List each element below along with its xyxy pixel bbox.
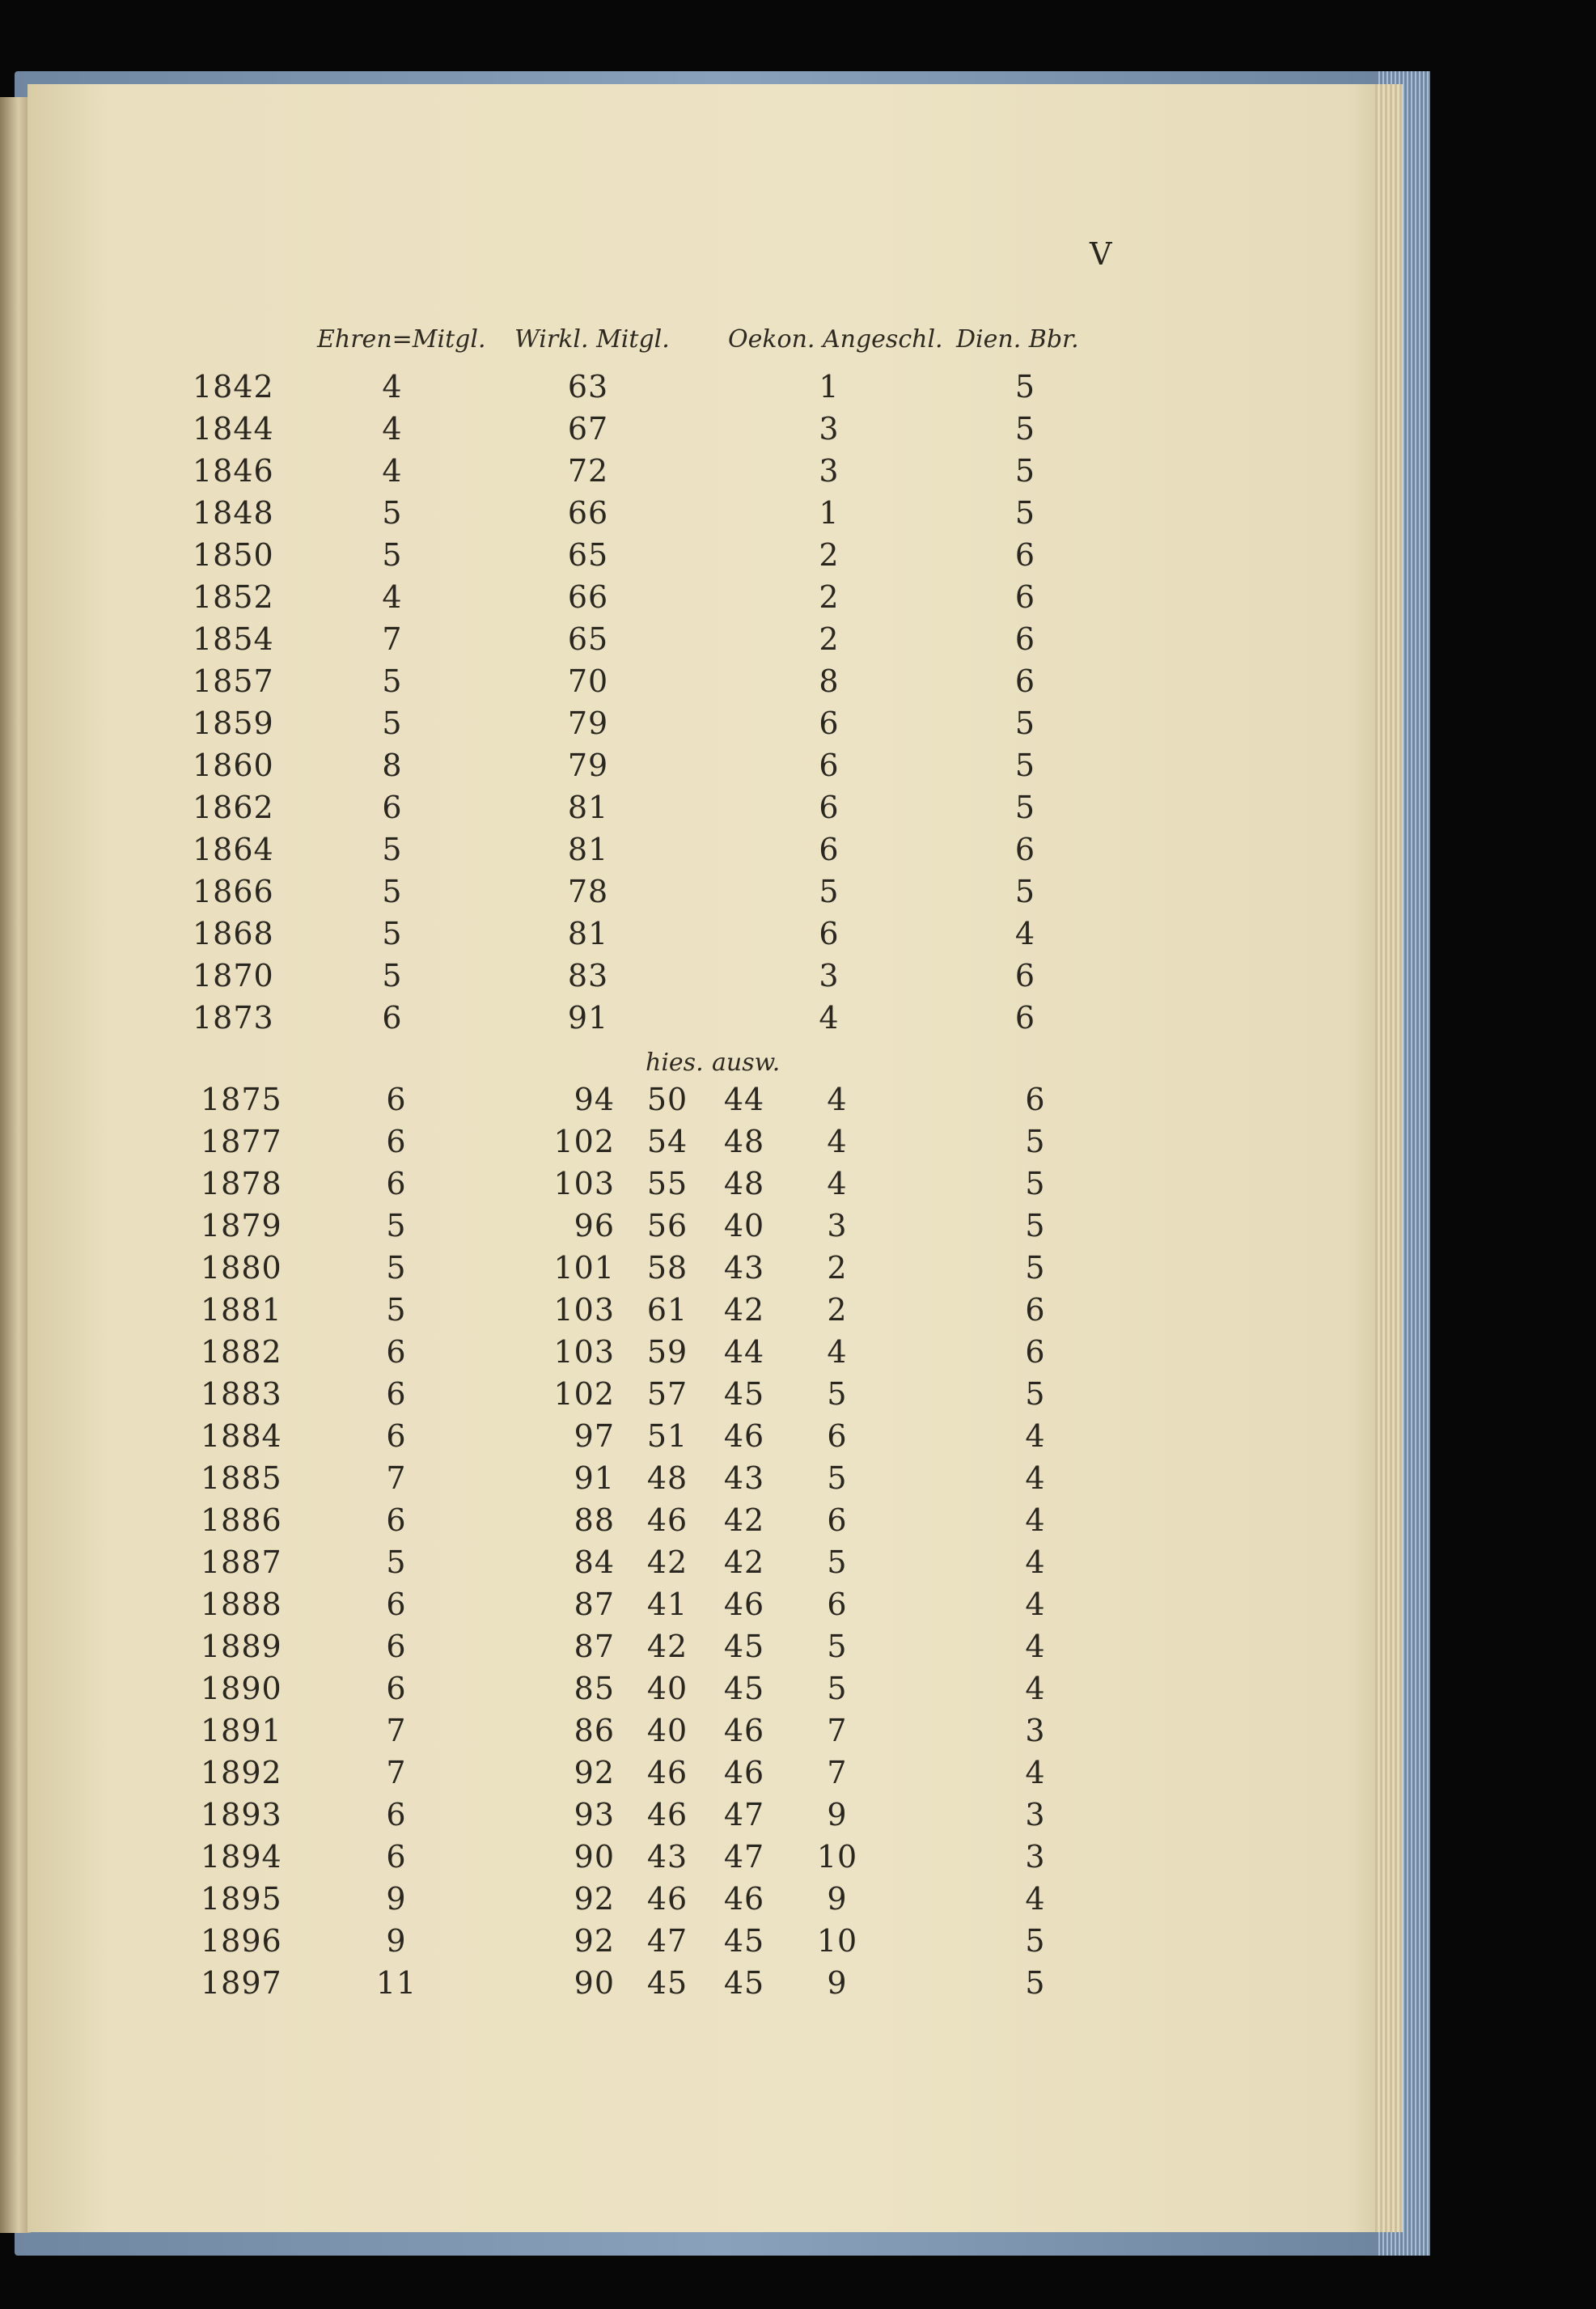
oekon-angeschl-cell: 6 [819, 916, 840, 951]
hies-cell: 50 [646, 1082, 688, 1117]
ehren-mitgl-cell: 7 [386, 1460, 407, 1496]
dien-bbr-cell: 5 [1025, 1923, 1046, 1959]
dien-bbr-cell: 5 [1014, 748, 1036, 783]
dien-bbr-cell: 5 [1025, 1208, 1046, 1243]
ehren-mitgl-cell: 5 [382, 916, 403, 951]
header-dien-bbr: Dien. Bbr. [956, 325, 1079, 354]
subheader-hies: hies. [646, 1049, 704, 1077]
ausw-cell: 45 [723, 1629, 765, 1664]
oekon-angeschl-cell: 2 [819, 621, 840, 657]
ehren-mitgl-cell: 6 [386, 1671, 407, 1706]
ehren-mitgl-cell: 7 [386, 1713, 407, 1748]
oekon-angeschl-cell: 6 [819, 790, 840, 825]
oekon-angeschl-cell: 6 [819, 832, 840, 867]
dien-bbr-cell: 5 [1025, 1965, 1046, 2001]
year-cell: 1894 [201, 1839, 282, 1875]
dien-bbr-cell: 6 [1025, 1082, 1046, 1117]
wirkl-mitgl-cell: 103 [553, 1166, 615, 1201]
wirkl-mitgl-cell: 65 [567, 537, 609, 573]
year-cell: 1887 [201, 1544, 282, 1580]
hies-cell: 55 [646, 1166, 688, 1201]
oekon-angeschl-cell: 6 [827, 1587, 848, 1622]
wirkl-mitgl-cell: 103 [553, 1292, 615, 1328]
hies-cell: 61 [646, 1292, 688, 1328]
oekon-angeschl-cell: 1 [819, 495, 840, 531]
year-cell: 1868 [193, 916, 274, 951]
hies-cell: 46 [646, 1755, 688, 1790]
ausw-cell: 45 [723, 1376, 765, 1412]
oekon-angeschl-cell: 4 [827, 1166, 848, 1201]
wirkl-mitgl-cell: 86 [574, 1713, 615, 1748]
wirkl-mitgl-cell: 88 [574, 1502, 615, 1538]
header-wirkl-mitgl: Wirkl. Mitgl. [514, 325, 670, 354]
oekon-angeschl-cell: 2 [819, 537, 840, 573]
ausw-cell: 46 [723, 1881, 765, 1917]
wirkl-mitgl-cell: 102 [553, 1124, 615, 1159]
wirkl-mitgl-cell: 87 [574, 1629, 615, 1664]
oekon-angeschl-cell: 3 [819, 411, 840, 447]
oekon-angeschl-cell: 6 [819, 748, 840, 783]
ehren-mitgl-cell: 5 [382, 874, 403, 909]
dien-bbr-cell: 4 [1025, 1544, 1046, 1580]
year-cell: 1870 [193, 958, 274, 994]
year-cell: 1844 [193, 411, 274, 447]
year-cell: 1882 [201, 1334, 282, 1370]
oekon-angeschl-cell: 4 [827, 1334, 848, 1370]
oekon-angeschl-cell: 6 [827, 1418, 848, 1454]
year-cell: 1862 [193, 790, 274, 825]
wirkl-mitgl-cell: 67 [567, 411, 609, 447]
year-cell: 1850 [193, 537, 274, 573]
wirkl-mitgl-cell: 63 [567, 369, 609, 405]
ehren-mitgl-cell: 5 [382, 495, 403, 531]
ehren-mitgl-cell: 6 [386, 1124, 407, 1159]
ehren-mitgl-cell: 6 [386, 1839, 407, 1875]
wirkl-mitgl-cell: 94 [574, 1082, 615, 1117]
year-cell: 1880 [201, 1250, 282, 1286]
ehren-mitgl-cell: 6 [386, 1587, 407, 1622]
year-cell: 1884 [201, 1418, 282, 1454]
ehren-mitgl-cell: 4 [382, 579, 403, 615]
ehren-mitgl-cell: 7 [382, 621, 403, 657]
ehren-mitgl-cell: 6 [386, 1166, 407, 1201]
wirkl-mitgl-cell: 87 [574, 1587, 615, 1622]
ehren-mitgl-cell: 4 [382, 411, 403, 447]
ehren-mitgl-cell: 6 [382, 790, 403, 825]
year-cell: 1857 [193, 663, 274, 699]
ehren-mitgl-cell: 9 [386, 1881, 407, 1917]
ehren-mitgl-cell: 5 [386, 1292, 407, 1328]
wirkl-mitgl-cell: 103 [553, 1334, 615, 1370]
ehren-mitgl-cell: 4 [382, 453, 403, 489]
page-number: V [1090, 236, 1112, 272]
ausw-cell: 42 [723, 1544, 765, 1580]
dien-bbr-cell: 6 [1014, 621, 1036, 657]
ehren-mitgl-cell: 6 [386, 1629, 407, 1664]
ehren-mitgl-cell: 9 [386, 1923, 407, 1959]
oekon-angeschl-cell: 4 [827, 1082, 848, 1117]
ausw-cell: 48 [723, 1166, 765, 1201]
ausw-cell: 43 [723, 1250, 765, 1286]
oekon-angeschl-cell: 9 [827, 1881, 848, 1917]
dien-bbr-cell: 5 [1025, 1166, 1046, 1201]
dien-bbr-cell: 4 [1025, 1755, 1046, 1790]
year-cell: 1890 [201, 1671, 282, 1706]
dien-bbr-cell: 6 [1014, 663, 1036, 699]
ehren-mitgl-cell: 6 [386, 1797, 407, 1832]
ausw-cell: 47 [723, 1797, 765, 1832]
dien-bbr-cell: 6 [1014, 579, 1036, 615]
wirkl-mitgl-cell: 92 [574, 1881, 615, 1917]
year-cell: 1842 [193, 369, 274, 405]
wirkl-mitgl-cell: 83 [567, 958, 609, 994]
wirkl-mitgl-cell: 79 [567, 705, 609, 741]
wirkl-mitgl-cell: 81 [567, 916, 609, 951]
year-cell: 1875 [201, 1082, 282, 1117]
oekon-angeschl-cell: 5 [827, 1460, 848, 1496]
year-cell: 1852 [193, 579, 274, 615]
oekon-angeschl-cell: 5 [827, 1629, 848, 1664]
ehren-mitgl-cell: 6 [386, 1082, 407, 1117]
wirkl-mitgl-cell: 92 [574, 1923, 615, 1959]
dien-bbr-cell: 5 [1025, 1124, 1046, 1159]
ausw-cell: 46 [723, 1418, 765, 1454]
oekon-angeschl-cell: 9 [827, 1965, 848, 2001]
hies-cell: 43 [646, 1839, 688, 1875]
ehren-mitgl-cell: 4 [382, 369, 403, 405]
oekon-angeschl-cell: 3 [827, 1208, 848, 1243]
ehren-mitgl-cell: 7 [386, 1755, 407, 1790]
dien-bbr-cell: 5 [1014, 453, 1036, 489]
ausw-cell: 45 [723, 1965, 765, 2001]
wirkl-mitgl-cell: 72 [567, 453, 609, 489]
year-cell: 1873 [193, 1000, 274, 1036]
ausw-cell: 46 [723, 1713, 765, 1748]
wirkl-mitgl-cell: 96 [574, 1208, 615, 1243]
ehren-mitgl-cell: 5 [382, 537, 403, 573]
ehren-mitgl-cell: 5 [386, 1250, 407, 1286]
ausw-cell: 42 [723, 1292, 765, 1328]
wirkl-mitgl-cell: 81 [567, 832, 609, 867]
wirkl-mitgl-cell: 66 [567, 579, 609, 615]
dien-bbr-cell: 4 [1014, 916, 1036, 951]
dien-bbr-cell: 3 [1025, 1797, 1046, 1832]
wirkl-mitgl-cell: 70 [567, 663, 609, 699]
hies-cell: 46 [646, 1502, 688, 1538]
year-cell: 1848 [193, 495, 274, 531]
wirkl-mitgl-cell: 91 [567, 1000, 609, 1036]
hies-cell: 45 [646, 1965, 688, 2001]
year-cell: 1885 [201, 1460, 282, 1496]
wirkl-mitgl-cell: 101 [553, 1250, 615, 1286]
dien-bbr-cell: 4 [1025, 1502, 1046, 1538]
wirkl-mitgl-cell: 97 [574, 1418, 615, 1454]
wirkl-mitgl-cell: 66 [567, 495, 609, 531]
ausw-cell: 46 [723, 1755, 765, 1790]
dien-bbr-cell: 6 [1014, 1000, 1036, 1036]
year-cell: 1888 [201, 1587, 282, 1622]
year-cell: 1864 [193, 832, 274, 867]
wirkl-mitgl-cell: 84 [574, 1544, 615, 1580]
header-ehren-mitgl: Ehren=Mitgl. [317, 325, 486, 354]
wirkl-mitgl-cell: 78 [567, 874, 609, 909]
hies-cell: 57 [646, 1376, 688, 1412]
year-cell: 1896 [201, 1923, 282, 1959]
oekon-angeschl-cell: 5 [827, 1376, 848, 1412]
dien-bbr-cell: 5 [1014, 369, 1036, 405]
oekon-angeschl-cell: 4 [827, 1124, 848, 1159]
oekon-angeschl-cell: 7 [827, 1713, 848, 1748]
year-cell: 1866 [193, 874, 274, 909]
hies-cell: 46 [646, 1881, 688, 1917]
hies-cell: 42 [646, 1544, 688, 1580]
oekon-angeschl-cell: 4 [819, 1000, 840, 1036]
hies-cell: 41 [646, 1587, 688, 1622]
page-fore-edge [1375, 84, 1403, 2232]
ausw-cell: 45 [723, 1923, 765, 1959]
left-page-edge [0, 97, 31, 2233]
hies-cell: 40 [646, 1671, 688, 1706]
year-cell: 1881 [201, 1292, 282, 1328]
wirkl-mitgl-cell: 91 [574, 1460, 615, 1496]
ehren-mitgl-cell: 6 [386, 1334, 407, 1370]
dien-bbr-cell: 4 [1025, 1881, 1046, 1917]
oekon-angeschl-cell: 7 [827, 1755, 848, 1790]
oekon-angeschl-cell: 6 [819, 705, 840, 741]
oekon-angeschl-cell: 10 [816, 1923, 858, 1959]
dien-bbr-cell: 5 [1025, 1250, 1046, 1286]
wirkl-mitgl-cell: 85 [574, 1671, 615, 1706]
hies-cell: 40 [646, 1713, 688, 1748]
wirkl-mitgl-cell: 92 [574, 1755, 615, 1790]
year-cell: 1886 [201, 1502, 282, 1538]
wirkl-mitgl-cell: 90 [574, 1965, 615, 2001]
header-oekon-angeschl: Oekon. Angeschl. [728, 325, 943, 354]
year-cell: 1897 [201, 1965, 282, 2001]
hies-cell: 59 [646, 1334, 688, 1370]
ausw-cell: 44 [723, 1334, 765, 1370]
wirkl-mitgl-cell: 93 [574, 1797, 615, 1832]
ausw-cell: 48 [723, 1124, 765, 1159]
dien-bbr-cell: 6 [1014, 537, 1036, 573]
dien-bbr-cell: 3 [1025, 1713, 1046, 1748]
dien-bbr-cell: 6 [1014, 832, 1036, 867]
dien-bbr-cell: 5 [1014, 705, 1036, 741]
year-cell: 1889 [201, 1629, 282, 1664]
dien-bbr-cell: 4 [1025, 1629, 1046, 1664]
year-cell: 1891 [201, 1713, 282, 1748]
ausw-cell: 42 [723, 1502, 765, 1538]
ehren-mitgl-cell: 5 [382, 958, 403, 994]
wirkl-mitgl-cell: 90 [574, 1839, 615, 1875]
ehren-mitgl-cell: 8 [382, 748, 403, 783]
ehren-mitgl-cell: 5 [382, 705, 403, 741]
wirkl-mitgl-cell: 102 [553, 1376, 615, 1412]
dien-bbr-cell: 5 [1014, 495, 1036, 531]
year-cell: 1879 [201, 1208, 282, 1243]
oekon-angeschl-cell: 5 [827, 1671, 848, 1706]
oekon-angeschl-cell: 3 [819, 958, 840, 994]
ehren-mitgl-cell: 5 [382, 663, 403, 699]
ausw-cell: 44 [723, 1082, 765, 1117]
ausw-cell: 47 [723, 1839, 765, 1875]
ehren-mitgl-cell: 6 [382, 1000, 403, 1036]
year-cell: 1860 [193, 748, 274, 783]
year-cell: 1859 [193, 705, 274, 741]
ehren-mitgl-cell: 6 [386, 1376, 407, 1412]
oekon-angeschl-cell: 10 [816, 1839, 858, 1875]
hies-cell: 46 [646, 1797, 688, 1832]
year-cell: 1893 [201, 1797, 282, 1832]
ehren-mitgl-cell: 6 [386, 1418, 407, 1454]
oekon-angeschl-cell: 3 [819, 453, 840, 489]
dien-bbr-cell: 4 [1025, 1418, 1046, 1454]
dien-bbr-cell: 4 [1025, 1460, 1046, 1496]
ausw-cell: 46 [723, 1587, 765, 1622]
year-cell: 1883 [201, 1376, 282, 1412]
hies-cell: 51 [646, 1418, 688, 1454]
ehren-mitgl-cell: 11 [375, 1965, 417, 2001]
oekon-angeschl-cell: 8 [819, 663, 840, 699]
year-cell: 1877 [201, 1124, 282, 1159]
wirkl-mitgl-cell: 65 [567, 621, 609, 657]
oekon-angeschl-cell: 9 [827, 1797, 848, 1832]
dien-bbr-cell: 6 [1025, 1292, 1046, 1328]
wirkl-mitgl-cell: 81 [567, 790, 609, 825]
ausw-cell: 43 [723, 1460, 765, 1496]
hies-cell: 42 [646, 1629, 688, 1664]
oekon-angeschl-cell: 1 [819, 369, 840, 405]
oekon-angeschl-cell: 5 [827, 1544, 848, 1580]
ehren-mitgl-cell: 6 [386, 1502, 407, 1538]
wirkl-mitgl-cell: 79 [567, 748, 609, 783]
oekon-angeschl-cell: 2 [827, 1292, 848, 1328]
oekon-angeschl-cell: 5 [819, 874, 840, 909]
hies-cell: 47 [646, 1923, 688, 1959]
dien-bbr-cell: 5 [1014, 874, 1036, 909]
ehren-mitgl-cell: 5 [386, 1208, 407, 1243]
hies-cell: 58 [646, 1250, 688, 1286]
year-cell: 1892 [201, 1755, 282, 1790]
ausw-cell: 45 [723, 1671, 765, 1706]
year-cell: 1846 [193, 453, 274, 489]
dien-bbr-cell: 5 [1014, 790, 1036, 825]
subheader-ausw: ausw. [712, 1049, 781, 1077]
hies-cell: 56 [646, 1208, 688, 1243]
ehren-mitgl-cell: 5 [382, 832, 403, 867]
ehren-mitgl-cell: 5 [386, 1544, 407, 1580]
ausw-cell: 40 [723, 1208, 765, 1243]
year-cell: 1895 [201, 1881, 282, 1917]
dien-bbr-cell: 6 [1025, 1334, 1046, 1370]
dien-bbr-cell: 3 [1025, 1839, 1046, 1875]
oekon-angeschl-cell: 2 [819, 579, 840, 615]
hies-cell: 48 [646, 1460, 688, 1496]
oekon-angeschl-cell: 6 [827, 1502, 848, 1538]
hies-cell: 54 [646, 1124, 688, 1159]
dien-bbr-cell: 4 [1025, 1587, 1046, 1622]
dien-bbr-cell: 5 [1014, 411, 1036, 447]
year-cell: 1854 [193, 621, 274, 657]
dien-bbr-cell: 6 [1014, 958, 1036, 994]
oekon-angeschl-cell: 2 [827, 1250, 848, 1286]
dien-bbr-cell: 5 [1025, 1376, 1046, 1412]
dien-bbr-cell: 4 [1025, 1671, 1046, 1706]
year-cell: 1878 [201, 1166, 282, 1201]
